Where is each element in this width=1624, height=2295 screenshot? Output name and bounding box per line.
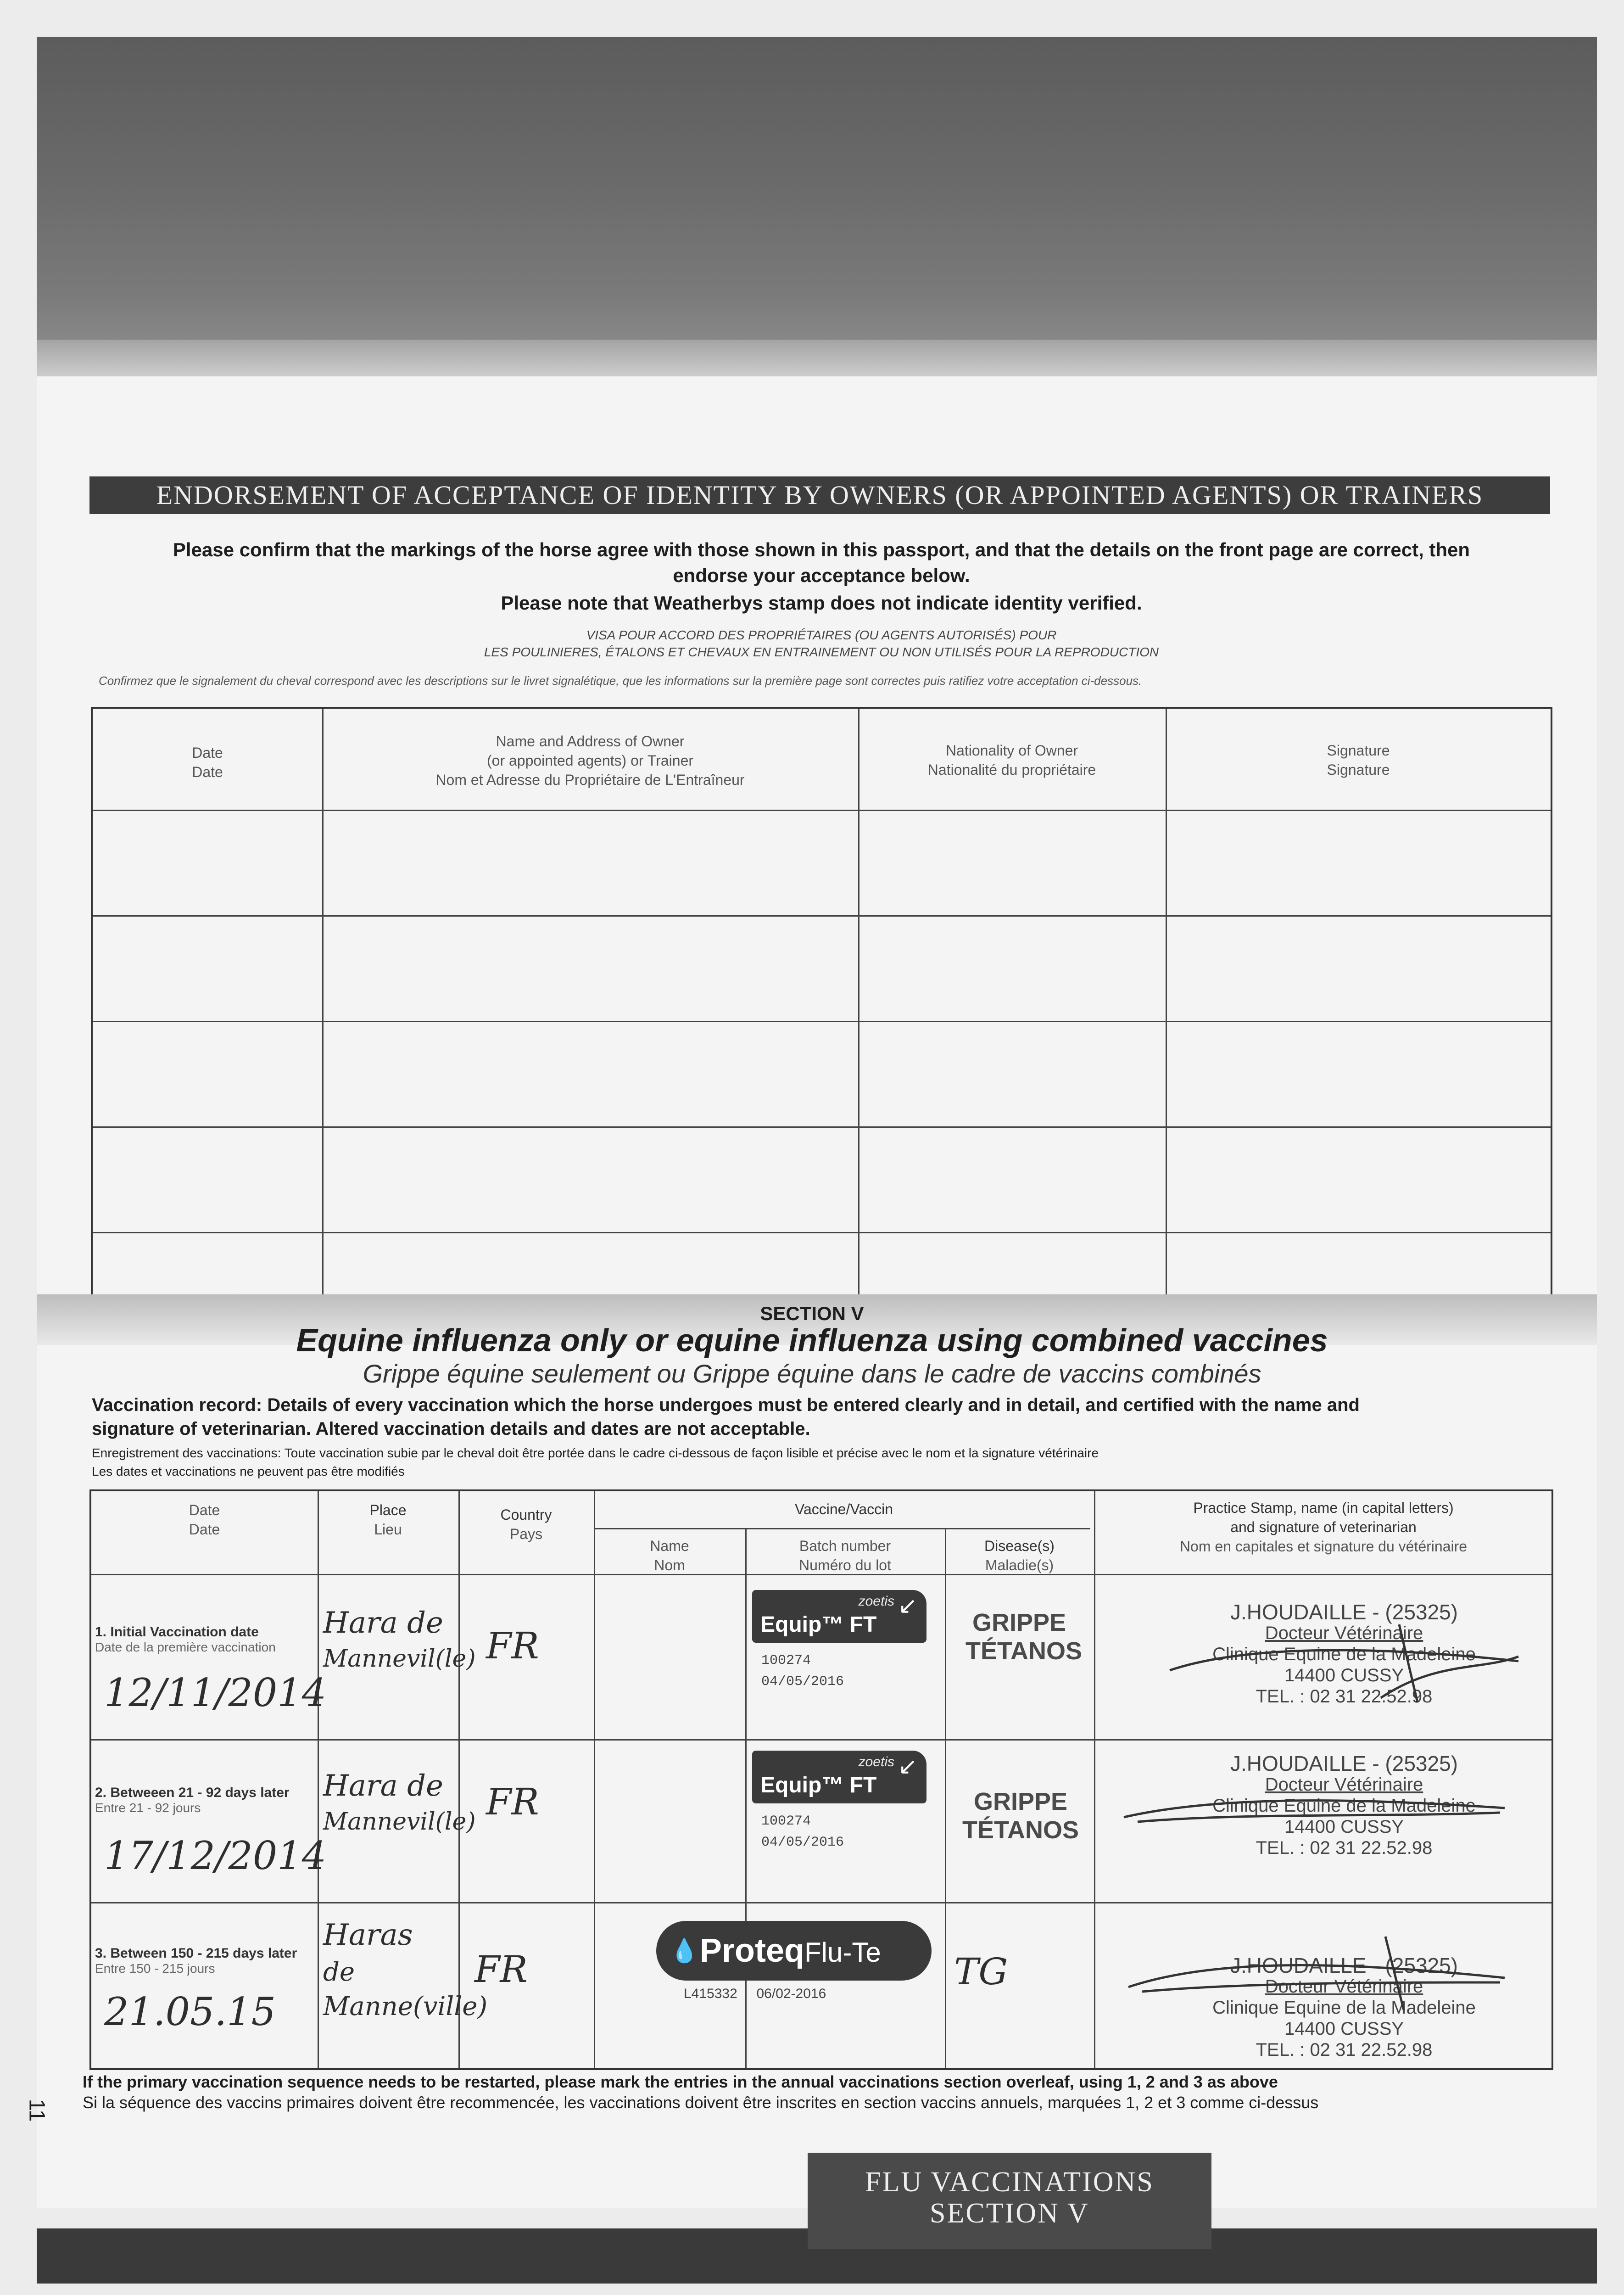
row2-signature: [1110, 1767, 1523, 1849]
endorsement-note: Please note that Weatherbys stamp does not indicate identity verified.: [501, 592, 1142, 614]
flu-vaccinations-tab: FLU VACCINATIONS SECTION V: [808, 2153, 1211, 2249]
row3-vaccine-sticker: [656, 1921, 932, 2002]
endorsement-instruction: [87, 537, 1556, 588]
zoetis-logo: zoetis: [858, 1594, 894, 1609]
row3-signature: [1110, 1927, 1523, 2019]
header-date: Date Date: [192, 744, 223, 780]
endorsement-row-divider: [93, 1021, 1551, 1022]
row1-vaccine-sticker: [752, 1590, 926, 1692]
endorsement-fr-line-3: Confirmez que le signalement du cheval correspond avec les descriptions sur le livret signalétique, que les informations sur la première page sont correctes puis ratifiez votre acceptation ci-dessous.: [99, 674, 1142, 688]
top-cover-shadow: [37, 37, 1597, 358]
row2-exp: 04/05/2016: [761, 1835, 844, 1850]
endorsement-fr-line-1: VISA POUR ACCORD DES PROPRIÉTAIRES (OU AGENTS AUTORISÉS) POUR: [586, 628, 1057, 642]
row2-vaccine-sticker: [752, 1751, 926, 1853]
endorsement-row-divider: [93, 1232, 1551, 1233]
page-number: 11: [24, 2099, 49, 2122]
vacc-header-date: Date Date: [189, 1502, 220, 1538]
vacc-header-country: Country Pays: [500, 1506, 552, 1542]
row3-exp: 06/02-2016: [756, 1986, 826, 2001]
endorsement-row-divider: [93, 810, 1551, 811]
row3-country: FR: [474, 1948, 528, 1991]
vacc-col-divider: [945, 1528, 946, 2068]
row1-disease: GRIPPE TÉTANOS: [965, 1609, 1082, 1665]
vacc-header-place: Place Lieu: [369, 1502, 407, 1538]
instruction-line-1: Please confirm that the markings of the horse agree with those shown in this passport, and that the details on the front page are correct, then: [173, 539, 1470, 560]
row1-lot: 100274: [761, 1653, 811, 1668]
vacc-row-divider: [91, 1902, 1551, 1903]
section-title: Equine influenza only or equine influenza using combined vaccines: [296, 1322, 1328, 1358]
row3-lot: L415332: [684, 1986, 737, 2001]
header-nationality: Nationality of Owner Nationalité du propriétaire: [927, 742, 1096, 778]
row3-place-1: Haras: [323, 1918, 413, 1952]
zoetis-logo: zoetis: [858, 1754, 894, 1769]
vacc-col-divider: [1094, 1491, 1095, 2068]
row3-product: Proteq: [700, 1932, 805, 1969]
endorsement-table: [91, 707, 1552, 1304]
row3-disease: TG: [954, 1950, 1008, 1993]
endorsement-col-divider: [858, 709, 859, 1302]
drop-icon: 💧: [670, 1938, 699, 1964]
top-cover-edge: [37, 340, 1597, 381]
vacc-header-name: Name Nom: [650, 1538, 689, 1573]
vaccination-record-instructions: Vaccination record: Details of every vaccination which the horse undergoes must be entered clearly and in detail, and certified with the name and signature of veterinarian. Altered vaccination details and dates are not acceptable.: [92, 1395, 1360, 1439]
endorsement-row-divider: [93, 915, 1551, 917]
row3-label: 3. Between 150 - 215 days later Entre 150 - 215 jours: [95, 1946, 297, 1976]
row2-disease: GRIPPE TÉTANOS: [962, 1788, 1079, 1844]
row3-vet-stamp: J.HOUDAILLE - (25325) Docteur Vétérinaire Clinique Equine de la Madeleine 14400 CUSSY TEL. : 02 31 22.52.98: [1212, 1954, 1476, 2060]
endorsement-fr-line-2: LES POULINIERES, ÉTALONS ET CHEVAUX EN ENTRAINEMENT OU NON UTILISÉS POUR LA REPRODUCTION: [484, 645, 1159, 659]
arrow-icon: ↙: [898, 1753, 917, 1779]
endorsement-row-divider: [93, 1126, 1551, 1128]
restart-note-fr: Si la séquence des vaccins primaires doivent être recommencée, les vaccinations doivent être inscrites en section vaccins annuels, marquées 1, 2 et 3 comme ci-dessus: [83, 2093, 1319, 2112]
row3-place-2: de: [323, 1957, 355, 1987]
vaccine-group-divider: [594, 1528, 1090, 1529]
vacc-col-divider: [458, 1491, 460, 2068]
vacc-header-disease: Disease(s) Maladie(s): [984, 1538, 1055, 1573]
endorsement-col-divider: [1166, 709, 1167, 1302]
vaccination-record-fr-1: Enregistrement des vaccinations: Toute vaccination subie par le cheval doit être portée dans le cadre ci-dessous de façon lisible et précise avec le nom et la signature vétérinaire: [92, 1446, 1099, 1460]
vacc-header-batch: Batch number Numéro du lot: [799, 1538, 891, 1573]
row1-label: 1. Initial Vaccination date Date de la première vaccination: [95, 1624, 276, 1654]
row1-product: Equip™ FT: [760, 1612, 877, 1637]
row2-lot: 100274: [761, 1814, 811, 1829]
arrow-icon: ↙: [898, 1593, 917, 1618]
row2-date: 17/12/2014: [104, 1833, 327, 1878]
row2-product: Equip™ FT: [760, 1773, 877, 1797]
row2-label: 2. Betweeen 21 - 92 days later Entre 21 - 92 jours: [95, 1785, 290, 1815]
row1-signature: [1161, 1615, 1537, 1707]
row2-place-1: Hara de: [323, 1769, 443, 1803]
row2-vet-stamp: J.HOUDAILLE - (25325) Docteur Vétérinaire Clinique Equine de la Madeleine 14400 CUSSY TEL. : 02 31 22.52.98: [1212, 1752, 1476, 1858]
vacc-row-divider: [91, 1739, 1551, 1741]
row1-vet-stamp: J.HOUDAILLE - (25325) Docteur Vétérinaire Clinique Equine de la Madeleine 14400 CUSSY TEL. : 02 31 22.52.98: [1212, 1600, 1476, 1707]
endorsement-title-bar: ENDORSEMENT OF ACCEPTANCE OF IDENTITY BY OWNERS (OR APPOINTED AGENTS) OR TRAINERS: [89, 476, 1550, 514]
section-label: SECTION V: [760, 1303, 864, 1324]
row1-place-1: Hara de: [323, 1606, 443, 1640]
row2-place-2: Mannevil(le): [323, 1808, 476, 1836]
vaccination-record-fr-2: Les dates et vaccinations ne peuvent pas être modifiés: [92, 1464, 405, 1478]
vacc-header-stamp: Practice Stamp, name (in capital letters) and signature of veterinarian Nom en capitales et signature du vétérinaire: [1179, 1500, 1468, 1555]
row2-country: FR: [486, 1780, 539, 1823]
header-owner: Name and Address of Owner (or appointed agents) or Trainer Nom et Adresse du Propriétaire de L'Entraîneur: [435, 733, 745, 788]
row3-place-3: Manne(ville): [323, 1992, 488, 2021]
row1-exp: 04/05/2016: [761, 1674, 844, 1690]
row1-country: FR: [486, 1624, 539, 1667]
row1-place-2: Mannevil(le): [323, 1645, 476, 1673]
section-subtitle: Grippe équine seulement ou Grippe équine dans le cadre de vaccins combinés: [363, 1359, 1261, 1388]
vacc-col-divider: [318, 1491, 319, 2068]
row3-date: 21.05.15: [104, 1989, 276, 2034]
vacc-header-vaccine: Vaccine/Vaccin: [794, 1501, 893, 1517]
header-signature: Signature Signature: [1327, 742, 1390, 778]
restart-note-en: If the primary vaccination sequence needs to be restarted, please mark the entries in the annual vaccinations section overleaf, using 1, 2 and 3 as above: [83, 2072, 1278, 2091]
endorsement-col-divider: [322, 709, 324, 1302]
row3-product-suffix: Flu-Te: [804, 1937, 881, 1968]
vacc-col-divider: [594, 1491, 595, 2068]
instruction-line-2: endorse your acceptance below.: [673, 565, 970, 586]
row1-date: 12/11/2014: [104, 1670, 327, 1715]
